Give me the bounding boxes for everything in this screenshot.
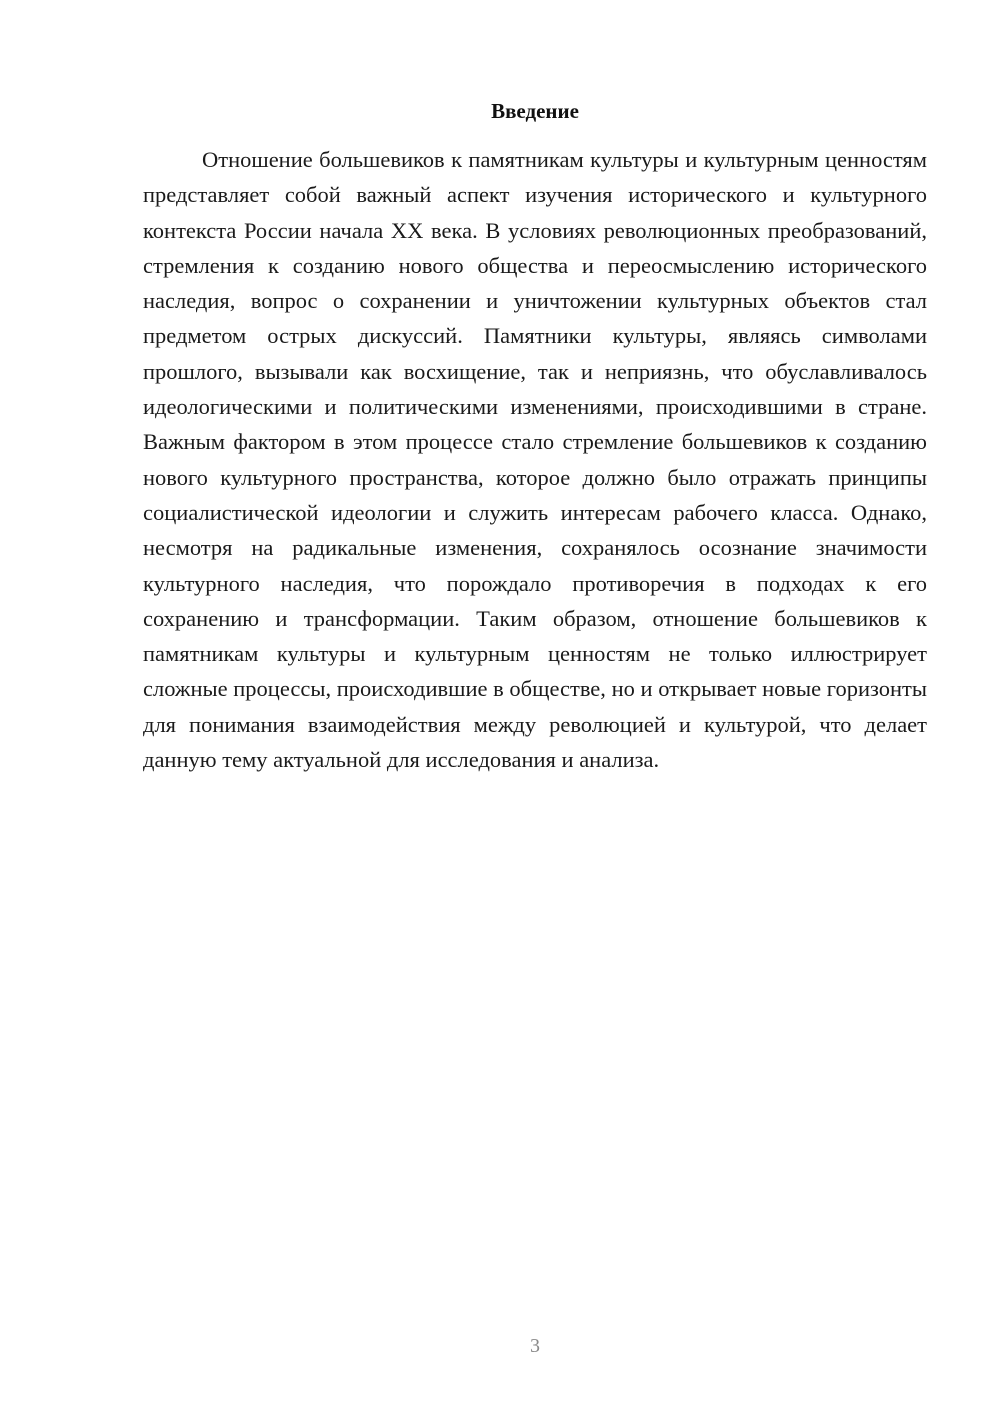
page-number: 3	[530, 1335, 540, 1357]
section-heading: Введение	[491, 99, 579, 123]
body-paragraph: Отношение большевиков к памятникам культуры и культурным ценностям представляет собой важный аспект изучения исторического и культурного контекста России начала XX века. В условиях революционных преобразований, стремления к созданию нового общества и переосмыслению исторического наследия, вопрос о сохранении и уничтожении культурных объектов стал предметом острых дискуссий. Памятники культуры, являясь символами прошлого, вызывали как восхищение, так и неприязнь, что обуславливалось идеологическими и политическими изменениями, происходившими в стране. Важным фактором в этом процессе стало стремление большевиков к созданию нового культурного пространства, которое должно было отражать принципы социалистической идеологии и служить интересам рабочего класса. Однако, несмотря на радикальные изменения, сохранялось осознание значимости культурного наследия, что порождало противоречия в подходах к его сохранению и трансформации. Таким образом, отношение большевиков к памятникам культуры и культурным ценностям не только иллюстрирует сложные процессы, происходившие в обществе, но и открывает новые горизонты для понимания взаимодействия между революцией и культурой, что делает данную тему актуальной для исследования и анализа.	[143, 147, 927, 773]
